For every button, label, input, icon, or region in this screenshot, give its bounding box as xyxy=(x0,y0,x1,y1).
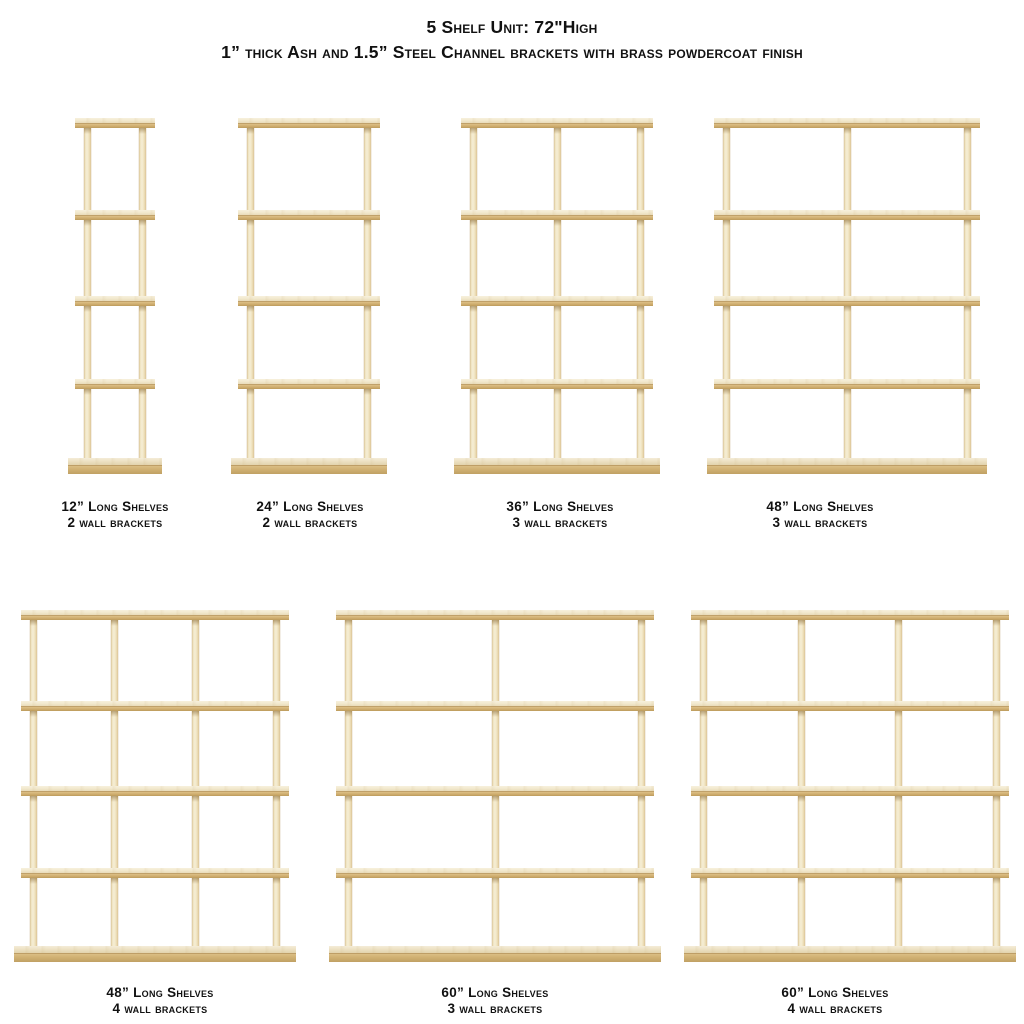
bracket-shadow xyxy=(637,306,644,312)
shelf-rack xyxy=(700,610,1000,958)
bracket-post xyxy=(895,620,902,701)
bracket-shadow xyxy=(30,711,37,717)
shelf-front-edge xyxy=(329,953,661,962)
shelf-front-edge xyxy=(691,791,1009,796)
bracket-shadow xyxy=(554,128,561,134)
caption-bracket-count: 2 wall brackets xyxy=(67,515,163,530)
bracket-shadow xyxy=(470,389,477,395)
shelf-front-edge xyxy=(714,123,980,128)
shelf-board-base xyxy=(14,946,296,962)
shelf-front-edge xyxy=(75,384,155,389)
bracket-shadow xyxy=(637,389,644,395)
bracket-post xyxy=(993,878,1000,946)
bracket-post xyxy=(895,711,902,786)
bracket-shadow xyxy=(247,389,254,395)
shelf-board xyxy=(75,296,155,306)
bracket-shadow xyxy=(964,306,971,312)
bracket-shadow xyxy=(895,711,902,717)
bracket-post xyxy=(638,620,645,701)
caption-shelf-length: 24” Long Shelves xyxy=(256,499,364,514)
shelf-front-edge xyxy=(336,873,654,878)
bracket-shadow xyxy=(844,220,851,226)
shelf-front-edge xyxy=(454,465,660,474)
bracket-post xyxy=(964,306,971,379)
bracket-post xyxy=(273,796,280,868)
bracket-shadow xyxy=(637,128,644,134)
bracket-post xyxy=(273,620,280,701)
shelf-front-edge xyxy=(691,873,1009,878)
shelf-board xyxy=(75,210,155,220)
shelf-top-face xyxy=(68,458,162,465)
bracket-post xyxy=(345,878,352,946)
bracket-post xyxy=(964,128,971,210)
bracket-shadow xyxy=(273,878,280,884)
shelf-front-edge xyxy=(75,301,155,306)
bracket-post xyxy=(993,620,1000,701)
bracket-post xyxy=(993,711,1000,786)
bracket-shadow xyxy=(700,711,707,717)
shelf-board-base xyxy=(454,458,660,474)
shelf-board xyxy=(21,701,289,711)
bracket-post xyxy=(700,711,707,786)
shelf-unit-caption xyxy=(715,985,955,1017)
bracket-post xyxy=(964,220,971,296)
bracket-shadow xyxy=(723,128,730,134)
shelf-front-edge xyxy=(691,706,1009,711)
shelf-board xyxy=(238,118,380,128)
shelf-front-edge xyxy=(461,215,653,220)
bracket-shadow xyxy=(30,878,37,884)
shelf-front-edge xyxy=(336,706,654,711)
caption-shelf-length: 48” Long Shelves xyxy=(106,985,214,1000)
bracket-shadow xyxy=(247,220,254,226)
bracket-shadow xyxy=(139,128,146,134)
shelf-unit-caption xyxy=(55,985,265,1017)
shelf-top-face xyxy=(231,458,387,465)
shelf-front-edge xyxy=(14,953,296,962)
shelf-front-edge xyxy=(75,215,155,220)
bracket-shadow xyxy=(554,389,561,395)
bracket-shadow xyxy=(844,306,851,312)
bracket-shadow xyxy=(638,620,645,626)
bracket-post xyxy=(84,128,91,210)
shelf-board xyxy=(336,868,654,878)
bracket-post xyxy=(247,306,254,379)
bracket-shadow xyxy=(139,220,146,226)
bracket-post xyxy=(844,306,851,379)
bracket-shadow xyxy=(798,796,805,802)
bracket-post xyxy=(247,128,254,210)
shelf-unit-60in-3b xyxy=(345,610,645,958)
shelf-front-edge xyxy=(21,791,289,796)
wood-grain xyxy=(14,946,296,953)
bracket-post xyxy=(637,220,644,296)
shelf-board xyxy=(75,118,155,128)
bracket-shadow xyxy=(700,620,707,626)
bracket-post xyxy=(492,796,499,868)
shelf-board xyxy=(714,296,980,306)
bracket-post xyxy=(470,306,477,379)
bracket-shadow xyxy=(192,796,199,802)
shelf-board xyxy=(461,379,653,389)
shelf-front-edge xyxy=(714,301,980,306)
shelf-board-base xyxy=(684,946,1016,962)
shelf-board-base xyxy=(707,458,987,474)
bracket-shadow xyxy=(993,878,1000,884)
bracket-post xyxy=(139,220,146,296)
bracket-shadow xyxy=(798,878,805,884)
shelf-rack xyxy=(247,118,371,470)
shelf-unit-caption xyxy=(35,499,195,531)
caption-bracket-count: 4 wall brackets xyxy=(787,1001,883,1016)
bracket-shadow xyxy=(895,796,902,802)
bracket-post xyxy=(637,128,644,210)
bracket-shadow xyxy=(273,620,280,626)
shelf-front-edge xyxy=(461,123,653,128)
bracket-shadow xyxy=(492,878,499,884)
bracket-post xyxy=(247,389,254,458)
shelf-front-edge xyxy=(238,384,380,389)
bracket-post xyxy=(554,220,561,296)
caption-shelf-length: 36” Long Shelves xyxy=(506,499,614,514)
wood-grain xyxy=(329,946,661,953)
bracket-shadow xyxy=(139,306,146,312)
shelf-board-base xyxy=(329,946,661,962)
bracket-shadow xyxy=(993,796,1000,802)
shelf-front-edge xyxy=(336,791,654,796)
shelf-front-edge xyxy=(21,706,289,711)
bracket-post xyxy=(111,620,118,701)
bracket-post xyxy=(111,796,118,868)
bracket-shadow xyxy=(964,220,971,226)
shelf-board xyxy=(691,786,1009,796)
shelf-board xyxy=(691,868,1009,878)
bracket-shadow xyxy=(638,796,645,802)
shelf-board xyxy=(336,786,654,796)
bracket-post xyxy=(364,128,371,210)
bracket-shadow xyxy=(364,306,371,312)
shelf-top-face xyxy=(684,946,1016,953)
shelf-board xyxy=(714,379,980,389)
bracket-shadow xyxy=(247,128,254,134)
shelf-board xyxy=(238,210,380,220)
bracket-shadow xyxy=(84,306,91,312)
shelf-top-face xyxy=(454,458,660,465)
bracket-shadow xyxy=(723,306,730,312)
bracket-shadow xyxy=(637,220,644,226)
bracket-shadow xyxy=(345,878,352,884)
shelf-unit-caption xyxy=(470,499,650,531)
bracket-shadow xyxy=(30,796,37,802)
bracket-post xyxy=(30,620,37,701)
shelf-board xyxy=(238,296,380,306)
bracket-shadow xyxy=(273,796,280,802)
bracket-shadow xyxy=(554,306,561,312)
bracket-post xyxy=(964,389,971,458)
shelf-unit-caption xyxy=(230,499,390,531)
shelf-board xyxy=(336,610,654,620)
shelf-front-edge xyxy=(714,384,980,389)
bracket-shadow xyxy=(247,306,254,312)
bracket-shadow xyxy=(723,389,730,395)
bracket-post xyxy=(364,220,371,296)
shelf-top-face xyxy=(707,458,987,465)
bracket-post xyxy=(723,389,730,458)
shelf-front-edge xyxy=(707,465,987,474)
shelf-top-face xyxy=(14,946,296,953)
shelf-board xyxy=(691,610,1009,620)
shelf-rack xyxy=(470,118,644,470)
bracket-shadow xyxy=(139,389,146,395)
bracket-post xyxy=(723,220,730,296)
bracket-post xyxy=(492,878,499,946)
bracket-shadow xyxy=(84,128,91,134)
shelf-board xyxy=(461,210,653,220)
bracket-post xyxy=(84,220,91,296)
bracket-post xyxy=(554,128,561,210)
bracket-post xyxy=(798,796,805,868)
bracket-post xyxy=(554,306,561,379)
bracket-post xyxy=(111,711,118,786)
bracket-post xyxy=(844,389,851,458)
shelf-front-edge xyxy=(461,301,653,306)
shelf-unit-24in-2b xyxy=(247,118,371,470)
bracket-post xyxy=(844,128,851,210)
bracket-shadow xyxy=(84,220,91,226)
bracket-shadow xyxy=(700,878,707,884)
shelf-board xyxy=(691,701,1009,711)
bracket-shadow xyxy=(192,620,199,626)
bracket-post xyxy=(345,711,352,786)
bracket-post xyxy=(844,220,851,296)
bracket-post xyxy=(192,796,199,868)
bracket-shadow xyxy=(470,220,477,226)
shelf-front-edge xyxy=(336,615,654,620)
bracket-shadow xyxy=(364,220,371,226)
bracket-post xyxy=(723,306,730,379)
shelf-front-edge xyxy=(68,465,162,474)
bracket-post xyxy=(84,389,91,458)
bracket-post xyxy=(554,389,561,458)
shelf-board xyxy=(238,379,380,389)
bracket-post xyxy=(470,220,477,296)
bracket-shadow xyxy=(993,711,1000,717)
bracket-post xyxy=(723,128,730,210)
shelf-front-edge xyxy=(238,215,380,220)
bracket-post xyxy=(192,711,199,786)
bracket-shadow xyxy=(723,220,730,226)
shelf-board xyxy=(336,701,654,711)
shelf-front-edge xyxy=(231,465,387,474)
shelf-rack xyxy=(723,118,971,470)
bracket-shadow xyxy=(111,711,118,717)
caption-shelf-length: 12” Long Shelves xyxy=(61,499,169,514)
bracket-post xyxy=(345,796,352,868)
bracket-shadow xyxy=(638,711,645,717)
shelf-board-base xyxy=(68,458,162,474)
shelf-unit-60in-4b xyxy=(700,610,1000,958)
bracket-shadow xyxy=(111,620,118,626)
shelf-board-base xyxy=(231,458,387,474)
shelf-board xyxy=(461,118,653,128)
page-title-primary: 5 Shelf Unit: 72"High xyxy=(426,17,598,37)
bracket-shadow xyxy=(273,711,280,717)
wood-grain xyxy=(454,458,660,465)
shelf-board xyxy=(21,610,289,620)
shelf-front-edge xyxy=(238,123,380,128)
bracket-shadow xyxy=(798,711,805,717)
bracket-post xyxy=(638,711,645,786)
shelf-front-edge xyxy=(691,615,1009,620)
bracket-post xyxy=(700,620,707,701)
shelf-front-edge xyxy=(21,873,289,878)
bracket-post xyxy=(139,128,146,210)
shelf-unit-caption xyxy=(375,985,615,1017)
caption-bracket-count: 3 wall brackets xyxy=(447,1001,543,1016)
bracket-post xyxy=(139,389,146,458)
shelf-top-face xyxy=(329,946,661,953)
wood-grain xyxy=(707,458,987,465)
title-block xyxy=(0,16,1024,65)
bracket-post xyxy=(638,878,645,946)
bracket-post xyxy=(895,878,902,946)
bracket-post xyxy=(993,796,1000,868)
bracket-post xyxy=(895,796,902,868)
bracket-shadow xyxy=(30,620,37,626)
bracket-shadow xyxy=(492,620,499,626)
shelf-board xyxy=(461,296,653,306)
wood-grain xyxy=(231,458,387,465)
shelf-front-edge xyxy=(714,215,980,220)
bracket-post xyxy=(798,711,805,786)
bracket-post xyxy=(273,711,280,786)
caption-bracket-count: 4 wall brackets xyxy=(112,1001,208,1016)
bracket-post xyxy=(192,620,199,701)
bracket-post xyxy=(364,389,371,458)
bracket-shadow xyxy=(84,389,91,395)
page-title-secondary: 1” thick Ash and 1.5” Steel Channel brackets with brass powdercoat finish xyxy=(221,42,803,62)
bracket-shadow xyxy=(844,389,851,395)
bracket-shadow xyxy=(364,128,371,134)
bracket-shadow xyxy=(192,711,199,717)
bracket-shadow xyxy=(470,128,477,134)
bracket-post xyxy=(30,711,37,786)
bracket-post xyxy=(470,389,477,458)
shelf-unit-12in-2b xyxy=(84,118,146,470)
bracket-post xyxy=(364,306,371,379)
bracket-shadow xyxy=(844,128,851,134)
bracket-post xyxy=(700,878,707,946)
bracket-shadow xyxy=(993,620,1000,626)
bracket-post xyxy=(247,220,254,296)
bracket-shadow xyxy=(554,220,561,226)
shelf-front-edge xyxy=(21,615,289,620)
shelf-rack xyxy=(30,610,280,958)
shelf-rack xyxy=(84,118,146,470)
bracket-shadow xyxy=(895,878,902,884)
bracket-shadow xyxy=(492,796,499,802)
shelf-board xyxy=(75,379,155,389)
bracket-shadow xyxy=(364,389,371,395)
shelf-board xyxy=(714,210,980,220)
wood-grain xyxy=(68,458,162,465)
caption-shelf-length: 60” Long Shelves xyxy=(441,985,549,1000)
bracket-shadow xyxy=(470,306,477,312)
bracket-shadow xyxy=(700,796,707,802)
bracket-post xyxy=(192,878,199,946)
caption-bracket-count: 3 wall brackets xyxy=(512,515,608,530)
bracket-shadow xyxy=(895,620,902,626)
bracket-post xyxy=(30,878,37,946)
shelf-front-edge xyxy=(461,384,653,389)
caption-bracket-count: 2 wall brackets xyxy=(262,515,358,530)
shelf-unit-48in-3b xyxy=(723,118,971,470)
bracket-post xyxy=(492,711,499,786)
bracket-shadow xyxy=(345,620,352,626)
bracket-post xyxy=(111,878,118,946)
bracket-post xyxy=(139,306,146,379)
shelf-unit-caption xyxy=(720,499,920,531)
bracket-shadow xyxy=(111,878,118,884)
bracket-shadow xyxy=(345,796,352,802)
bracket-post xyxy=(492,620,499,701)
bracket-post xyxy=(470,128,477,210)
shelf-front-edge xyxy=(684,953,1016,962)
bracket-post xyxy=(30,796,37,868)
bracket-shadow xyxy=(111,796,118,802)
shelf-rack xyxy=(345,610,645,958)
bracket-post xyxy=(638,796,645,868)
bracket-shadow xyxy=(964,389,971,395)
shelf-unit-48in-4b xyxy=(30,610,280,958)
shelf-board xyxy=(21,786,289,796)
bracket-post xyxy=(345,620,352,701)
bracket-shadow xyxy=(638,878,645,884)
bracket-post xyxy=(637,389,644,458)
bracket-shadow xyxy=(192,878,199,884)
wood-grain xyxy=(684,946,1016,953)
bracket-post xyxy=(273,878,280,946)
shelf-unit-36in-3b xyxy=(470,118,644,470)
bracket-shadow xyxy=(345,711,352,717)
shelf-board xyxy=(21,868,289,878)
bracket-post xyxy=(637,306,644,379)
caption-bracket-count: 3 wall brackets xyxy=(772,515,868,530)
shelf-front-edge xyxy=(238,301,380,306)
bracket-post xyxy=(700,796,707,868)
bracket-shadow xyxy=(964,128,971,134)
shelf-front-edge xyxy=(75,123,155,128)
bracket-shadow xyxy=(798,620,805,626)
bracket-shadow xyxy=(492,711,499,717)
caption-shelf-length: 60” Long Shelves xyxy=(781,985,889,1000)
bracket-post xyxy=(798,878,805,946)
caption-shelf-length: 48” Long Shelves xyxy=(766,499,874,514)
bracket-post xyxy=(84,306,91,379)
shelf-board xyxy=(714,118,980,128)
bracket-post xyxy=(798,620,805,701)
